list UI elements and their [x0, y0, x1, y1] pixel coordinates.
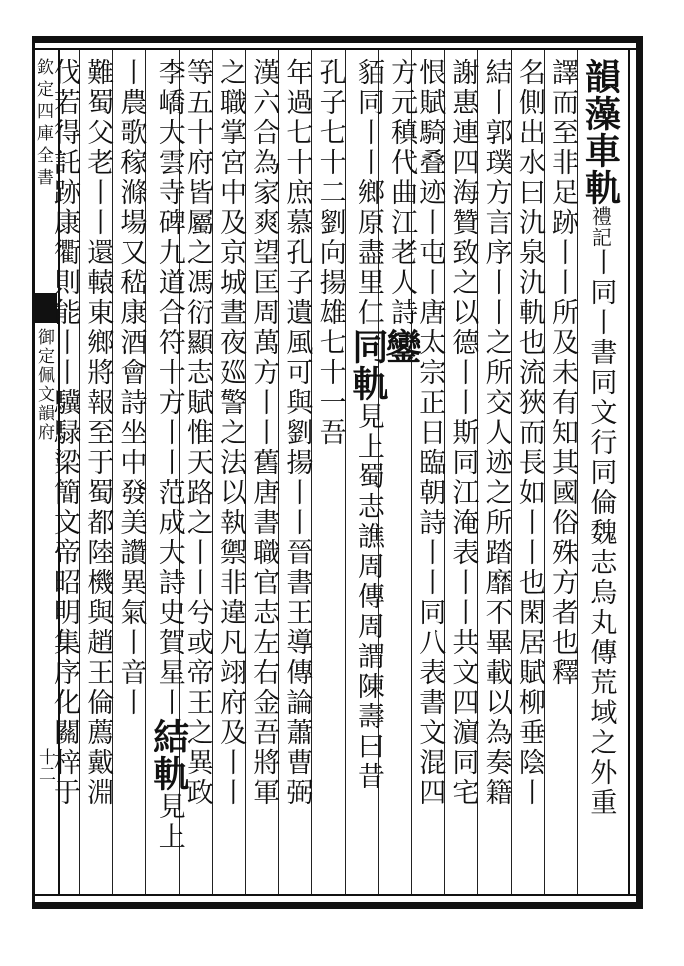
column-text: 貊同丨丨鄉原盡里仁 [352, 58, 384, 328]
text-column [215, 58, 245, 808]
entry-heading: 韻藻 [579, 58, 622, 132]
text-column [49, 58, 79, 808]
text-column [148, 58, 188, 852]
text-column [514, 58, 544, 808]
column-text: 結丨郭璞方言序丨丨之所交人迹之所踏靡不畢載以為奏籍 [480, 58, 512, 808]
column-text: 見上 [153, 792, 185, 852]
column-text: 恨賦騎叠迹丨屯丨唐太宗正日臨朝詩丨丨同八表書文混四 [414, 58, 446, 808]
frame-bottom-border [32, 902, 642, 909]
column-text: 方元稹代曲江老人詩 [386, 58, 418, 328]
column-text: 見上蜀志譙周傳周謂陳壽曰昔 [352, 402, 384, 792]
column-text: 譯而至非足跡丨丨所及未有知其國俗殊方者也釋 [547, 58, 579, 688]
frame-right-border [636, 36, 643, 909]
text-column [314, 58, 344, 448]
page-number: 十二 [35, 748, 55, 782]
entry-heading: 同軌 [346, 328, 389, 402]
column-text: 伐若得託跡康衢則能丨丨驥騄梁簡文帝昭明集序化關梓于 [49, 58, 81, 808]
column-text: 李嶠大雲寺碑九道合符十方丨丨范成大詩史賀星丨 [153, 58, 185, 718]
entry-heading: 車軌 [579, 132, 622, 206]
column-text: 孔子七十二劉向揚雄七十一吾 [314, 58, 346, 448]
source-annotation: 禮記 [588, 206, 613, 248]
text-column [82, 58, 112, 808]
column-text: 丨同丨書同文行同倫魏志烏丸傳荒域之外重 [585, 248, 617, 818]
column-text: 丨農歌稼滌場又嵇康酒會詩坐中發美讚異氣丨音丨 [115, 58, 147, 718]
frame-top-inner-border [32, 48, 642, 50]
text-column [281, 58, 311, 808]
book-title: 御定佩文韻府 [34, 328, 54, 442]
column-text: 之職掌宮中及京城晝夜廵警之法以執禦非違凡翊府及丨丨 [215, 58, 247, 808]
text-column [348, 58, 388, 792]
text-column [480, 58, 510, 808]
column-text: 難蜀父老丨丨還轅東鄉將報至于蜀都陸機與趙王倫薦戴淵 [82, 58, 114, 808]
column-text: 名側出水曰氿泉氿軌也流狹而長如丨丨也閑居賦柳垂陰丨 [513, 58, 545, 808]
column-text: 謝惠連四海贊致之以德丨丨斯同江淹表丨丨共文四濵同宅 [447, 58, 479, 808]
column-text: 年過七十庶慕孔子遺風可與劉揚丨丨晉書王導傳論蕭曹弼 [281, 58, 313, 808]
column-text: 等五十府皆屬之馮衍顯志賦惟天路之丨丨兮或帝王之異政 [181, 58, 213, 808]
entry-heading: 鑾 [380, 328, 423, 365]
library-mark: 欽定四庫全書 [33, 58, 53, 190]
text-column [547, 58, 577, 688]
entry-heading: 結軌 [147, 718, 190, 792]
text-column [248, 58, 278, 808]
frame-top-border [32, 36, 642, 43]
text-column [580, 58, 620, 818]
frame-right-inner-border [628, 48, 630, 896]
column-text: 漢六合為家爽望匡周萬方丨丨舊唐書職官志左右金吾將軍 [248, 58, 280, 808]
frame-bottom-inner-border [32, 894, 642, 896]
text-column [115, 58, 145, 718]
text-column [447, 58, 477, 808]
